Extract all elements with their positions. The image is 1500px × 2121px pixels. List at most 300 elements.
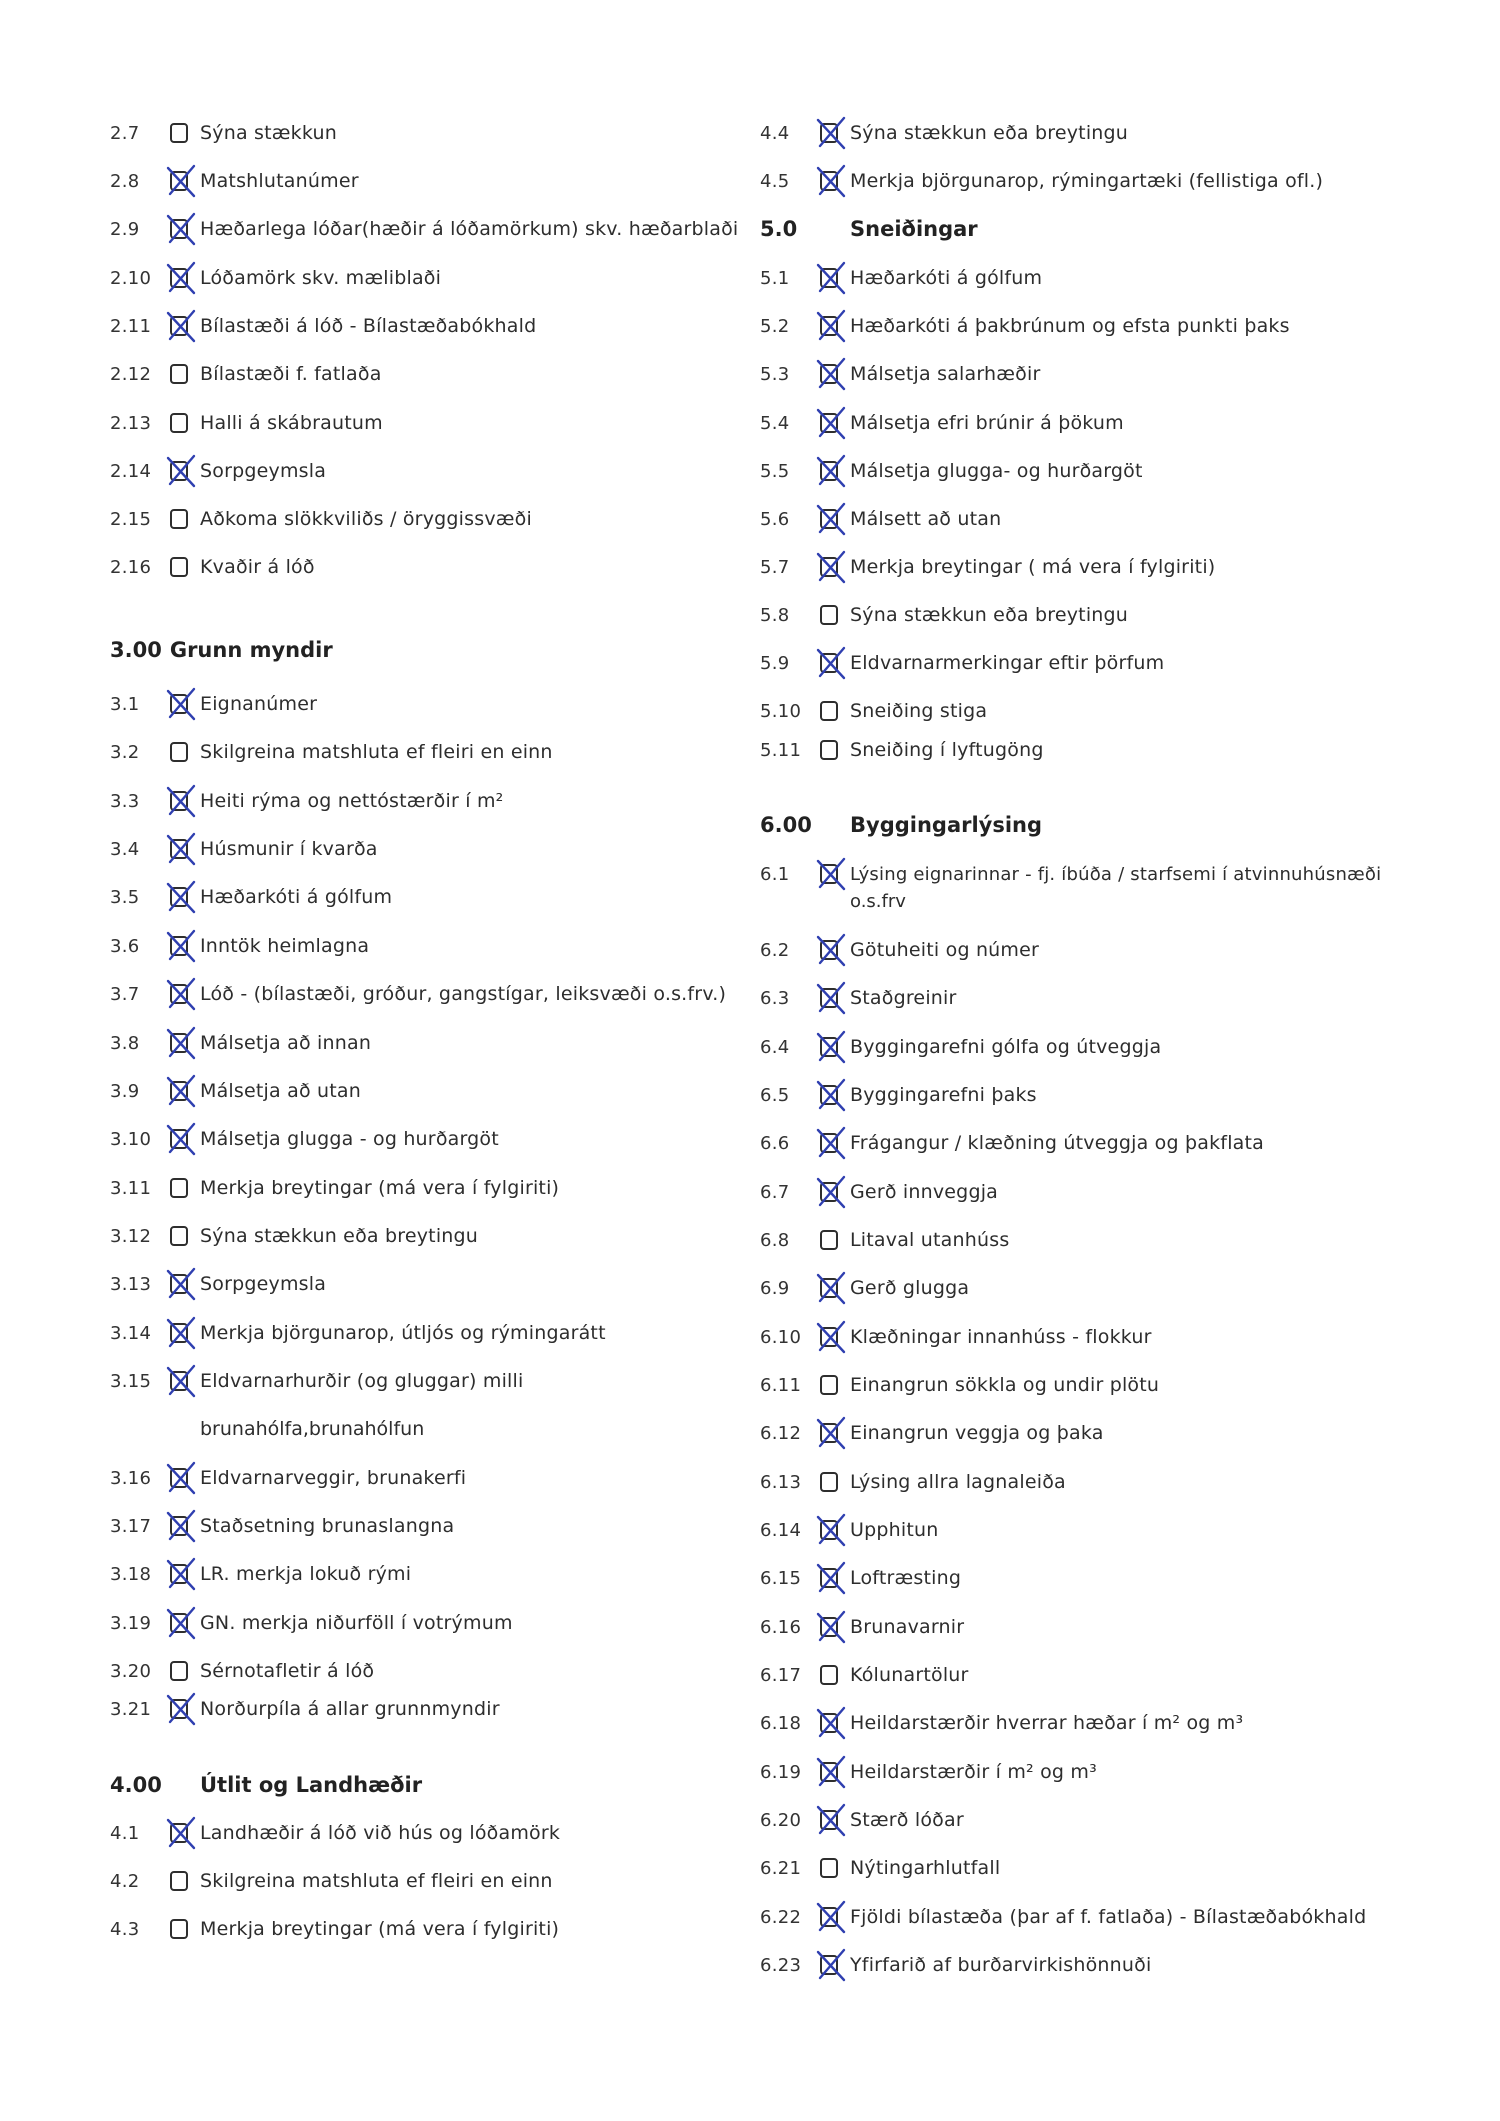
checklist-item-3-7	[110, 979, 726, 1009]
checklist-item-4-1	[110, 1818, 560, 1848]
checkmark-icon	[814, 979, 850, 1019]
item-number: 4.5	[760, 170, 790, 192]
item-label: Sýna stækkun eða breytingu	[850, 122, 1129, 144]
item-number: 6.8	[760, 1229, 790, 1251]
checkbox[interactable]	[820, 1955, 838, 1975]
item-label: Lóðamörk skv. mæliblaði	[200, 267, 442, 289]
checklist-item-5-9	[760, 648, 1164, 678]
checklist-item-6-2	[760, 935, 1039, 965]
checkbox[interactable]	[170, 1081, 188, 1101]
checklist-item-2-9	[110, 214, 738, 244]
checkbox[interactable]	[170, 1274, 188, 1294]
section-heading-6	[760, 808, 1042, 842]
checklist-item-3-19	[110, 1608, 513, 1638]
checkbox[interactable]	[170, 1871, 188, 1891]
section-number: 4.00	[110, 1773, 162, 1797]
checkmark-icon	[814, 1414, 850, 1454]
item-label: Heiti rýma og nettóstærðir í m²	[200, 790, 504, 812]
checkbox[interactable]	[820, 940, 838, 960]
item-number: 6.6	[760, 1132, 790, 1154]
item-number: 2.14	[110, 460, 152, 482]
checkmark-icon	[814, 404, 850, 444]
item-label: Kólunartölur	[850, 1664, 969, 1686]
checkbox[interactable]	[820, 316, 838, 336]
item-label: Skilgreina matshluta ef fleiri en einn	[200, 741, 553, 763]
item-label-continuation: o.s.frv	[850, 890, 906, 912]
item-label: Staðsetning brunaslangna	[200, 1515, 455, 1537]
item-label: Húsmunir í kvarða	[200, 838, 378, 860]
checkbox[interactable]	[820, 740, 838, 760]
item-label: Sneiðing stiga	[850, 700, 988, 722]
item-number: 3.6	[110, 935, 140, 957]
checklist-item-3-17	[110, 1511, 454, 1541]
item-number: 3.13	[110, 1273, 152, 1295]
item-label: Eldvarnarveggir, brunakerfi	[200, 1467, 467, 1489]
checkbox[interactable]	[170, 219, 188, 239]
item-label: Sneiðing í lyftugöng	[850, 739, 1044, 761]
checklist-item-2-7	[110, 118, 337, 148]
item-number: 6.1	[760, 863, 790, 885]
item-label: Lýsing allra lagnaleiða	[850, 1471, 1066, 1493]
checklist-item-6-13	[760, 1467, 1066, 1497]
item-label: Eldvarnarhurðir (og gluggar) milli	[200, 1370, 524, 1392]
item-number: 6.11	[760, 1374, 802, 1396]
checklist-item-3-12	[110, 1221, 478, 1251]
item-label: Heildarstærðir hverrar hæðar í m² og m³	[850, 1712, 1244, 1734]
checklist-item-3-4	[110, 834, 378, 864]
item-number: 3.4	[110, 838, 140, 860]
checkbox[interactable]	[170, 984, 188, 1004]
checklist-item-3-10	[110, 1124, 499, 1154]
item-label: Sorpgeymsla	[200, 1273, 327, 1295]
item-number: 3.18	[110, 1563, 152, 1585]
checkbox[interactable]	[170, 1129, 188, 1149]
item-number: 6.9	[760, 1277, 790, 1299]
item-number: 3.9	[110, 1080, 140, 1102]
checkbox[interactable]	[170, 171, 188, 191]
checklist-item-6-12	[760, 1418, 1104, 1448]
checkbox[interactable]	[820, 1085, 838, 1105]
checklist-item-3-18	[110, 1559, 411, 1589]
checklist-item-2-12	[110, 359, 382, 389]
checkbox[interactable]	[820, 1665, 838, 1685]
item-number: 5.2	[760, 315, 790, 337]
checkbox[interactable]	[820, 701, 838, 721]
checkmark-icon	[164, 975, 200, 1015]
item-number: 3.3	[110, 790, 140, 812]
item-label: Sýna stækkun eða breytingu	[850, 604, 1129, 626]
item-number: 6.21	[760, 1857, 802, 1879]
checkmark-icon	[814, 1173, 850, 1213]
item-number: 3.1	[110, 693, 140, 715]
item-number: 3.16	[110, 1467, 152, 1489]
checkmark-icon	[164, 1362, 200, 1402]
checkbox[interactable]	[170, 936, 188, 956]
checklist-item-5-5	[760, 456, 1143, 486]
checklist-item-6-18	[760, 1708, 1243, 1738]
item-label: Heildarstærðir í m² og m³	[850, 1761, 1097, 1783]
item-number: 5.6	[760, 508, 790, 530]
item-label: Sýna stækkun eða breytingu	[200, 1225, 479, 1247]
checkmark-icon	[814, 307, 850, 347]
item-label: Fjöldi bílastæða (þar af f. fatlaða) - Bílastæðabókhald	[850, 1906, 1367, 1928]
checkbox[interactable]	[820, 123, 838, 143]
checkmark-icon	[164, 878, 200, 918]
checkbox[interactable]	[820, 1472, 838, 1492]
item-label: Byggingarefni gólfa og útveggja	[850, 1036, 1162, 1058]
checkmark-icon	[164, 782, 200, 822]
checkmark-icon	[164, 1024, 200, 1064]
item-number: 6.2	[760, 939, 790, 961]
checkmark-icon	[814, 1946, 850, 1986]
item-label: Merkja breytingar ( má vera í fylgiriti)	[850, 556, 1216, 578]
checkbox[interactable]	[820, 364, 838, 384]
checkbox[interactable]	[820, 1568, 838, 1588]
item-label: Landhæðir á lóð við hús og lóðamörk	[200, 1822, 561, 1844]
checklist-item-2-11	[110, 311, 536, 341]
item-number: 5.7	[760, 556, 790, 578]
checkbox[interactable]	[170, 1178, 188, 1198]
checklist-item-5-1	[760, 263, 1042, 293]
item-number: 3.20	[110, 1660, 152, 1682]
item-label: Merkja breytingar (má vera í fylgiriti)	[200, 1177, 560, 1199]
checklist-item-6-11	[760, 1370, 1159, 1400]
item-number: 3.15	[110, 1370, 152, 1392]
checkbox[interactable]	[170, 1468, 188, 1488]
section-title: Grunn myndir	[169, 638, 333, 662]
item-label: Upphitun	[850, 1519, 939, 1541]
checklist-item-6-3	[760, 983, 957, 1013]
checklist-item-6-7	[760, 1177, 998, 1207]
item-label: Málsetja að utan	[200, 1080, 361, 1102]
checkmark-icon	[164, 1814, 200, 1854]
checkmark-icon	[814, 1801, 850, 1841]
item-number: 6.7	[760, 1181, 790, 1203]
item-number: 6.23	[760, 1954, 802, 1976]
item-label: Inntök heimlagna	[200, 935, 370, 957]
checklist-item-3-20	[110, 1656, 374, 1686]
checkmark-icon	[814, 500, 850, 540]
checklist-item-5-2	[760, 311, 1290, 341]
checkmark-icon	[164, 1072, 200, 1112]
checkbox[interactable]	[170, 509, 188, 529]
checkbox[interactable]	[170, 1371, 188, 1391]
section-title: Sneiðingar	[850, 217, 978, 241]
checkbox[interactable]	[170, 461, 188, 481]
checkbox[interactable]	[820, 1375, 838, 1395]
item-label: Bílastæði á lóð - Bílastæðabókhald	[200, 315, 537, 337]
item-label: Málsetja salarhæðir	[850, 363, 1041, 385]
checklist-item-3-21	[110, 1694, 500, 1724]
checklist-item-5-6	[760, 504, 1001, 534]
item-label: Hæðarkóti á þakbrúnum og efsta punkti þaks	[850, 315, 1290, 337]
item-label: Yfirfarið af burðarvirkishönnuði	[850, 1954, 1152, 1976]
checkmark-icon	[164, 1314, 200, 1354]
checkbox[interactable]	[820, 1278, 838, 1298]
checkmark-icon	[814, 1269, 850, 1309]
checkbox[interactable]	[170, 316, 188, 336]
item-label: Eldvarnarmerkingar eftir þörfum	[850, 652, 1165, 674]
checkbox[interactable]	[820, 1713, 838, 1733]
item-label: Hæðarkóti á gólfum	[850, 267, 1043, 289]
checkbox[interactable]	[170, 1823, 188, 1843]
checkmark-icon	[814, 162, 850, 202]
checkbox[interactable]	[170, 268, 188, 288]
checklist-item-5-11	[760, 735, 1044, 765]
checklist-item-3-3	[110, 786, 503, 816]
checkbox[interactable]	[170, 123, 188, 143]
item-number: 2.15	[110, 508, 152, 530]
checkmark-icon	[814, 1704, 850, 1744]
checklist-item-6-23	[760, 1950, 1151, 1980]
item-label: Lýsing eignarinnar - fj. íbúða / starfsemi í atvinnuhúsnæði	[850, 863, 1382, 885]
section-title: Byggingarlýsing	[850, 813, 1043, 837]
checkbox[interactable]	[820, 461, 838, 481]
checkbox[interactable]	[170, 1919, 188, 1939]
item-label: Götuheiti og númer	[850, 939, 1040, 961]
item-label: Frágangur / klæðning útveggja og þakflata	[850, 1132, 1265, 1154]
section-number: 3.00	[110, 638, 162, 662]
item-number: 6.22	[760, 1906, 802, 1928]
item-number: 6.13	[760, 1471, 802, 1493]
item-label: Aðkoma slökkviliðs / öryggissvæði	[200, 508, 532, 530]
checklist-item-6-19	[760, 1757, 1097, 1787]
item-number: 5.8	[760, 604, 790, 626]
item-number: 5.10	[760, 700, 802, 722]
checkmark-icon	[814, 1124, 850, 1164]
checklist-item-5-10	[760, 696, 987, 726]
checklist-item-3-5	[110, 882, 392, 912]
checkbox[interactable]	[170, 557, 188, 577]
item-number: 5.1	[760, 267, 790, 289]
item-label: Hæðarlega lóðar(hæðir á lóðamörkum) skv. hæðarblaði	[200, 218, 739, 240]
checkbox[interactable]	[170, 887, 188, 907]
item-number: 3.2	[110, 741, 140, 763]
checkbox[interactable]	[170, 742, 188, 762]
checkbox[interactable]	[820, 605, 838, 625]
item-label: Sorpgeymsla	[200, 460, 327, 482]
checklist-item-6-5	[760, 1080, 1037, 1110]
checkbox[interactable]	[820, 1327, 838, 1347]
checkbox[interactable]	[820, 1762, 838, 1782]
item-label: Byggingarefni þaks	[850, 1084, 1037, 1106]
checkmark-icon	[164, 927, 200, 967]
item-number: 4.3	[110, 1918, 140, 1940]
checklist-item-4-2	[110, 1866, 553, 1896]
item-number: 5.4	[760, 412, 790, 434]
item-number: 6.16	[760, 1616, 802, 1638]
checkmark-icon	[164, 830, 200, 870]
checkmark-icon	[814, 1511, 850, 1551]
checkmark-icon	[814, 1898, 850, 1938]
checkbox[interactable]	[820, 1230, 838, 1250]
item-label: Einangrun sökkla og undir plötu	[850, 1374, 1160, 1396]
checklist-item-5-4	[760, 408, 1124, 438]
checklist-item-6-21	[760, 1853, 1000, 1883]
checklist-item-6-9	[760, 1273, 969, 1303]
item-label: Málsett að utan	[850, 508, 1002, 530]
item-label: Sérnotafletir á lóð	[200, 1660, 375, 1682]
checkbox[interactable]	[820, 268, 838, 288]
checkbox[interactable]	[820, 1617, 838, 1637]
item-number: 6.19	[760, 1761, 802, 1783]
checkbox[interactable]	[820, 1810, 838, 1830]
item-number: 3.7	[110, 983, 140, 1005]
checklist-item-3-13	[110, 1269, 326, 1299]
checklist-item-4-5	[760, 166, 1323, 196]
checkmark-icon	[814, 1753, 850, 1793]
section-number: 5.0	[760, 217, 798, 241]
item-number: 2.8	[110, 170, 140, 192]
item-number: 2.12	[110, 363, 152, 385]
item-label: Merkja breytingar (má vera í fylgiriti)	[200, 1918, 560, 1940]
checkbox[interactable]	[820, 171, 838, 191]
checkbox[interactable]	[820, 509, 838, 529]
checkmark-icon	[814, 1608, 850, 1648]
checkbox[interactable]	[820, 864, 838, 884]
item-label: LR. merkja lokuð rými	[200, 1563, 412, 1585]
checkmark-icon	[164, 685, 200, 725]
checkmark-icon	[164, 259, 200, 299]
checklist-item-3-14	[110, 1318, 606, 1348]
checklist-item-6-22	[760, 1902, 1366, 1932]
checkmark-icon	[814, 1028, 850, 1068]
item-number: 4.4	[760, 122, 790, 144]
item-label: Merkja björgunarop, útljós og rýmingarátt	[200, 1322, 606, 1344]
checkbox[interactable]	[170, 1613, 188, 1633]
checklist-item-6-4	[760, 1032, 1161, 1062]
item-number: 3.5	[110, 886, 140, 908]
section-number: 6.00	[760, 813, 812, 837]
checkbox[interactable]	[170, 1033, 188, 1053]
checkmark-icon	[814, 114, 850, 154]
checkbox[interactable]	[170, 1699, 188, 1719]
checkbox[interactable]	[820, 1133, 838, 1153]
item-number: 5.11	[760, 739, 802, 761]
item-number: 4.2	[110, 1870, 140, 1892]
checkmark-icon	[164, 1265, 200, 1305]
checkbox[interactable]	[820, 1858, 838, 1878]
item-number: 6.17	[760, 1664, 802, 1686]
item-label: GN. merkja niðurföll í votrýmum	[200, 1612, 513, 1634]
checkbox[interactable]	[170, 413, 188, 433]
checkbox[interactable]	[820, 1423, 838, 1443]
checkbox[interactable]	[170, 839, 188, 859]
checkbox[interactable]	[820, 413, 838, 433]
checkbox[interactable]	[170, 1516, 188, 1536]
checklist-item-6-1	[760, 859, 1381, 889]
item-number: 6.4	[760, 1036, 790, 1058]
checkmark-icon	[814, 1318, 850, 1358]
checklist-item-5-7	[760, 552, 1215, 582]
item-label: Staðgreinir	[850, 987, 957, 1009]
checkmark-icon	[814, 1076, 850, 1116]
checkmark-icon	[164, 1690, 200, 1730]
item-number: 6.20	[760, 1809, 802, 1831]
item-number: 2.7	[110, 122, 140, 144]
item-number: 6.10	[760, 1326, 802, 1348]
checkmark-icon	[164, 1604, 200, 1644]
checkmark-icon	[814, 452, 850, 492]
item-number: 3.17	[110, 1515, 152, 1537]
checkbox[interactable]	[820, 1907, 838, 1927]
checklist-item-3-1	[110, 689, 317, 719]
item-number: 3.10	[110, 1128, 152, 1150]
checklist-item-5-3	[760, 359, 1040, 389]
item-label: Merkja björgunarop, rýmingartæki (fellistiga ofl.)	[850, 170, 1324, 192]
item-number: 6.3	[760, 987, 790, 1009]
checkbox[interactable]	[170, 1661, 188, 1681]
checkmark-icon	[814, 931, 850, 971]
checkbox[interactable]	[820, 1037, 838, 1057]
checklist-item-5-8	[760, 600, 1128, 630]
item-label: Gerð innveggja	[850, 1181, 999, 1203]
item-number: 4.1	[110, 1822, 140, 1844]
item-label: Málsetja efri brúnir á þökum	[850, 412, 1124, 434]
item-number: 6.18	[760, 1712, 802, 1734]
item-number: 2.11	[110, 315, 152, 337]
checkbox[interactable]	[170, 1323, 188, 1343]
checkbox[interactable]	[820, 557, 838, 577]
checkbox[interactable]	[170, 694, 188, 714]
item-number: 5.5	[760, 460, 790, 482]
section-heading-3	[110, 633, 333, 667]
checkbox[interactable]	[170, 791, 188, 811]
checkbox[interactable]	[820, 1182, 838, 1202]
checkmark-icon	[164, 1120, 200, 1160]
checklist-item-3-6	[110, 931, 369, 961]
item-label: Litaval utanhúss	[850, 1229, 1010, 1251]
section-title: Útlit og Landhæðir	[200, 1773, 423, 1797]
item-label: Kvaðir á lóð	[200, 556, 315, 578]
item-label: Loftræsting	[850, 1567, 962, 1589]
item-number: 5.3	[760, 363, 790, 385]
checkbox[interactable]	[170, 1564, 188, 1584]
item-label: Hæðarkóti á gólfum	[200, 886, 393, 908]
checkmark-icon	[814, 855, 850, 895]
item-label: Málsetja glugga - og hurðargöt	[200, 1128, 499, 1150]
item-label: Brunavarnir	[850, 1616, 965, 1638]
item-number: 6.15	[760, 1567, 802, 1589]
checklist-item-2-13	[110, 408, 383, 438]
checkmark-icon	[164, 1555, 200, 1595]
checklist-item-4-3	[110, 1914, 559, 1944]
checkmark-icon	[164, 162, 200, 202]
item-number: 2.9	[110, 218, 140, 240]
checkbox[interactable]	[170, 364, 188, 384]
checkmark-icon	[164, 1507, 200, 1547]
checkbox[interactable]	[820, 988, 838, 1008]
checkbox[interactable]	[820, 1520, 838, 1540]
checkbox[interactable]	[820, 653, 838, 673]
checklist-item-3-15	[110, 1366, 524, 1396]
checklist-item-6-14	[760, 1515, 938, 1545]
checklist-item-3-9	[110, 1076, 361, 1106]
item-label: Stærð lóðar	[850, 1809, 964, 1831]
item-label: Nýtingarhlutfall	[850, 1857, 1001, 1879]
item-label: Lóð - (bílastæði, gróður, gangstígar, leiksvæði o.s.frv.)	[200, 983, 727, 1005]
section-heading-5	[760, 212, 978, 246]
checklist-item-2-8	[110, 166, 359, 196]
checklist-item-6-15	[760, 1563, 961, 1593]
item-number: 3.12	[110, 1225, 152, 1247]
checkbox[interactable]	[170, 1226, 188, 1246]
item-label: Skilgreina matshluta ef fleiri en einn	[200, 1870, 553, 1892]
item-number: 2.10	[110, 267, 152, 289]
item-number: 3.21	[110, 1698, 152, 1720]
checkmark-icon	[814, 1559, 850, 1599]
checkmark-icon	[164, 210, 200, 250]
